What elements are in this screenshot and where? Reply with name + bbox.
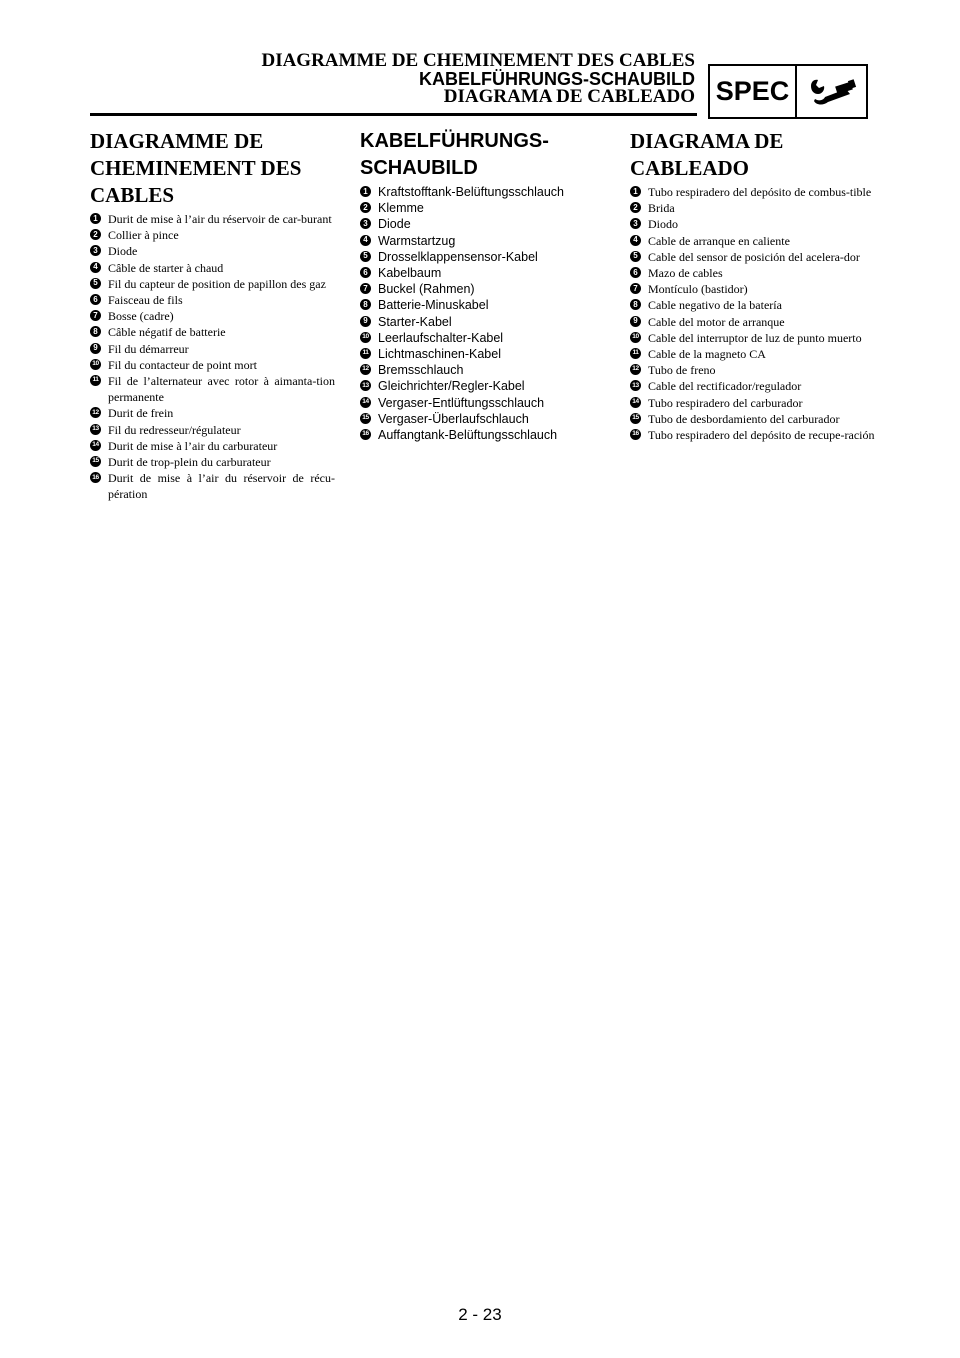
list-item — [90, 243, 335, 259]
list-item — [90, 324, 335, 340]
section-title-fr-line3: CABLES — [90, 183, 175, 207]
item-number-badge: 7 — [90, 310, 101, 321]
item-text: Tubo respiradero del carburador — [648, 395, 803, 410]
item-number-badge: 4 — [360, 235, 371, 246]
item-number-badge: 13 — [90, 424, 101, 435]
item-text: Durit de frein — [108, 406, 174, 421]
item-text: Cable negativo de la batería — [648, 298, 782, 313]
item-number-badge: 9 — [360, 316, 371, 327]
item-number-badge: 13 — [630, 380, 641, 391]
item-text: Cable de arranque en caliente — [648, 233, 790, 248]
section-title-de-line1: KABELFÜHRUNGS- — [360, 130, 549, 152]
wrench-icon — [797, 66, 866, 117]
item-number-badge: 12 — [360, 364, 371, 375]
item-number-badge: 4 — [90, 262, 101, 273]
item-number-badge: 11 — [630, 348, 641, 359]
item-number-badge: 14 — [360, 397, 371, 408]
list-item — [360, 216, 605, 232]
section-title-de — [360, 128, 605, 182]
list-item — [630, 411, 875, 427]
list-item — [630, 265, 875, 281]
column-spanish — [630, 128, 875, 443]
item-text: Durit de mise à l’air du carburateur — [108, 438, 278, 453]
item-number-badge: 12 — [630, 364, 641, 375]
list-item — [90, 292, 335, 308]
item-number-badge: 2 — [630, 202, 641, 213]
item-text: Fil du contacteur de point mort — [108, 357, 257, 372]
item-number-badge: 3 — [90, 245, 101, 256]
item-text: Diode — [108, 244, 138, 259]
list-item — [90, 227, 335, 243]
header-rule — [90, 113, 697, 116]
item-text: Mazo de cables — [648, 266, 723, 281]
item-number-badge: 7 — [630, 283, 641, 294]
list-item — [630, 297, 875, 313]
item-text: Warmstartzug — [378, 233, 456, 248]
item-text: Buckel (Rahmen) — [378, 282, 475, 297]
item-number-badge: 16 — [360, 429, 371, 440]
item-number-badge: 15 — [360, 413, 371, 424]
list-item — [90, 470, 335, 502]
item-text: Fil de l’alternateur avec rotor à aimanta-tion permanente — [108, 374, 335, 405]
item-text: Drosselklappensensor-Kabel — [378, 249, 538, 264]
item-text: Fil du redresseur/régulateur — [108, 422, 241, 437]
list-item — [360, 427, 605, 443]
item-number-badge: 7 — [360, 283, 371, 294]
section-title-es-line1: DIAGRAMA DE — [630, 129, 784, 153]
list-item — [90, 357, 335, 373]
list-item — [360, 330, 605, 346]
item-number-badge: 5 — [360, 251, 371, 262]
section-title-es-line2: CABLEADO — [630, 156, 750, 180]
item-number-badge: 1 — [630, 186, 641, 197]
item-text: Kabelbaum — [378, 266, 442, 281]
item-text: Collier à pince — [108, 228, 179, 243]
item-number-badge: 9 — [90, 343, 101, 354]
item-list-es — [630, 184, 875, 443]
list-item — [630, 200, 875, 216]
item-text: Kraftstofftank-Belüftungsschlauch — [378, 185, 564, 199]
item-number-badge: 16 — [90, 472, 101, 483]
item-text: Câble négatif de batterie — [108, 325, 226, 340]
list-item — [360, 233, 605, 249]
item-text: Fil du capteur de position de papillon des gaz — [108, 276, 326, 291]
item-text: Brida — [648, 201, 675, 216]
list-item — [360, 346, 605, 362]
item-text: Bremsschlauch — [378, 363, 464, 378]
item-number-badge: 6 — [630, 267, 641, 278]
item-text: Bosse (cadre) — [108, 309, 174, 324]
section-title-es — [630, 128, 875, 182]
item-text: Vergaser-Entlüftungsschlauch — [378, 395, 545, 410]
list-item — [630, 346, 875, 362]
item-text: Klemme — [378, 201, 424, 216]
column-french — [90, 128, 335, 503]
item-number-badge: 6 — [90, 294, 101, 305]
page-number: 2 - 23 — [458, 1305, 502, 1324]
list-item — [90, 260, 335, 276]
list-item — [90, 211, 335, 227]
item-text: Faisceau de fils — [108, 293, 183, 308]
item-number-badge: 14 — [630, 397, 641, 408]
item-number-badge: 8 — [360, 299, 371, 310]
item-text: Cable de la magneto CA — [648, 347, 766, 362]
item-text: Cable del sensor de posición del acelera-dor — [648, 249, 860, 264]
item-number-badge: 3 — [630, 218, 641, 229]
header-title-de: KABELFÜHRUNGS-SCHAUBILD — [419, 69, 695, 89]
list-item — [360, 362, 605, 378]
item-number-badge: 15 — [630, 413, 641, 424]
item-text: Montículo (bastidor) — [648, 282, 748, 297]
item-number-badge: 12 — [90, 407, 101, 418]
item-text: Tubo de freno — [648, 363, 716, 378]
list-item — [360, 184, 605, 200]
item-number-badge: 4 — [630, 235, 641, 246]
item-list-de — [360, 184, 605, 443]
header-title-es: DIAGRAMA DE CABLEADO — [443, 86, 695, 107]
list-item — [630, 330, 875, 346]
item-number-badge: 10 — [630, 332, 641, 343]
item-text: Cable del rectificador/regulador — [648, 379, 802, 394]
item-number-badge: 15 — [90, 456, 101, 467]
item-list-fr — [90, 211, 335, 503]
list-item — [630, 427, 875, 443]
section-title-fr-line2: CHEMINEMENT DES — [90, 156, 302, 180]
item-text: Durit de mise à l’air du réservoir de car-burant — [108, 212, 332, 226]
list-item — [360, 411, 605, 427]
item-number-badge: 8 — [90, 326, 101, 337]
list-item — [360, 200, 605, 216]
list-item — [90, 438, 335, 454]
item-text: Vergaser-Überlaufschlauch — [378, 411, 529, 426]
item-text: Cable del motor de arranque — [648, 314, 785, 329]
column-german — [360, 128, 605, 443]
item-number-badge: 5 — [630, 251, 641, 262]
header-title-fr: DIAGRAMME DE CHEMINEMENT DES CABLES — [261, 50, 695, 71]
item-text: Batterie-Minuskabel — [378, 298, 489, 313]
item-number-badge: 2 — [360, 202, 371, 213]
item-text: Diode — [378, 217, 411, 232]
item-text: Leerlaufschalter-Kabel — [378, 330, 504, 345]
list-item — [90, 405, 335, 421]
item-number-badge: 1 — [90, 213, 101, 224]
item-text: Diodo — [648, 217, 678, 232]
item-text: Lichtmaschinen-Kabel — [378, 347, 501, 362]
item-text: Tubo respiradero del depósito de combus-tible — [648, 185, 872, 199]
item-text: Tubo de desbordamiento del carburador — [648, 411, 840, 426]
list-item — [90, 373, 335, 405]
item-number-badge: 8 — [630, 299, 641, 310]
list-item — [360, 265, 605, 281]
list-item — [630, 249, 875, 265]
list-item — [630, 233, 875, 249]
list-item — [360, 249, 605, 265]
section-title-fr-line1: DIAGRAMME DE — [90, 129, 264, 153]
item-number-badge: 11 — [360, 348, 371, 359]
list-item — [360, 314, 605, 330]
list-item — [630, 314, 875, 330]
spec-label: SPEC — [710, 66, 797, 117]
list-item — [360, 378, 605, 394]
list-item — [630, 395, 875, 411]
item-text: Auffangtank-Belüftungsschlauch — [378, 428, 558, 443]
item-number-badge: 6 — [360, 267, 371, 278]
list-item — [630, 362, 875, 378]
section-title-de-line2: SCHAUBILD — [360, 157, 478, 179]
list-item — [90, 308, 335, 324]
list-item — [630, 281, 875, 297]
list-item — [360, 281, 605, 297]
spec-badge — [708, 64, 868, 119]
item-text: Câble de starter à chaud — [108, 260, 224, 275]
list-item — [630, 216, 875, 232]
item-number-badge: 1 — [360, 186, 371, 197]
list-item — [90, 454, 335, 470]
item-number-badge: 9 — [630, 316, 641, 327]
item-number-badge: 11 — [90, 375, 101, 386]
item-text: Tubo respiradero del depósito de recupe-ración — [648, 428, 875, 443]
list-item — [90, 422, 335, 438]
item-number-badge: 2 — [90, 229, 101, 240]
item-text: Durit de mise à l’air du réservoir de récu-pération — [108, 471, 335, 502]
page-header-titles — [261, 52, 695, 106]
section-title-fr — [90, 128, 335, 209]
list-item — [630, 184, 875, 200]
item-number-badge: 3 — [360, 218, 371, 229]
item-number-badge: 16 — [630, 429, 641, 440]
item-text: Gleichrichter/Regler-Kabel — [378, 379, 525, 394]
list-item — [90, 276, 335, 292]
item-text: Fil du démarreur — [108, 341, 189, 356]
list-item — [630, 378, 875, 394]
list-item — [360, 297, 605, 313]
item-text: Cable del interruptor de luz de punto muerto — [648, 330, 862, 345]
list-item — [360, 395, 605, 411]
item-number-badge: 5 — [90, 278, 101, 289]
item-text: Starter-Kabel — [378, 314, 452, 329]
item-number-badge: 13 — [360, 380, 371, 391]
item-number-badge: 10 — [90, 359, 101, 370]
item-text: Durit de trop-plein du carburateur — [108, 455, 271, 470]
item-number-badge: 10 — [360, 332, 371, 343]
list-item — [90, 341, 335, 357]
item-number-badge: 14 — [90, 440, 101, 451]
